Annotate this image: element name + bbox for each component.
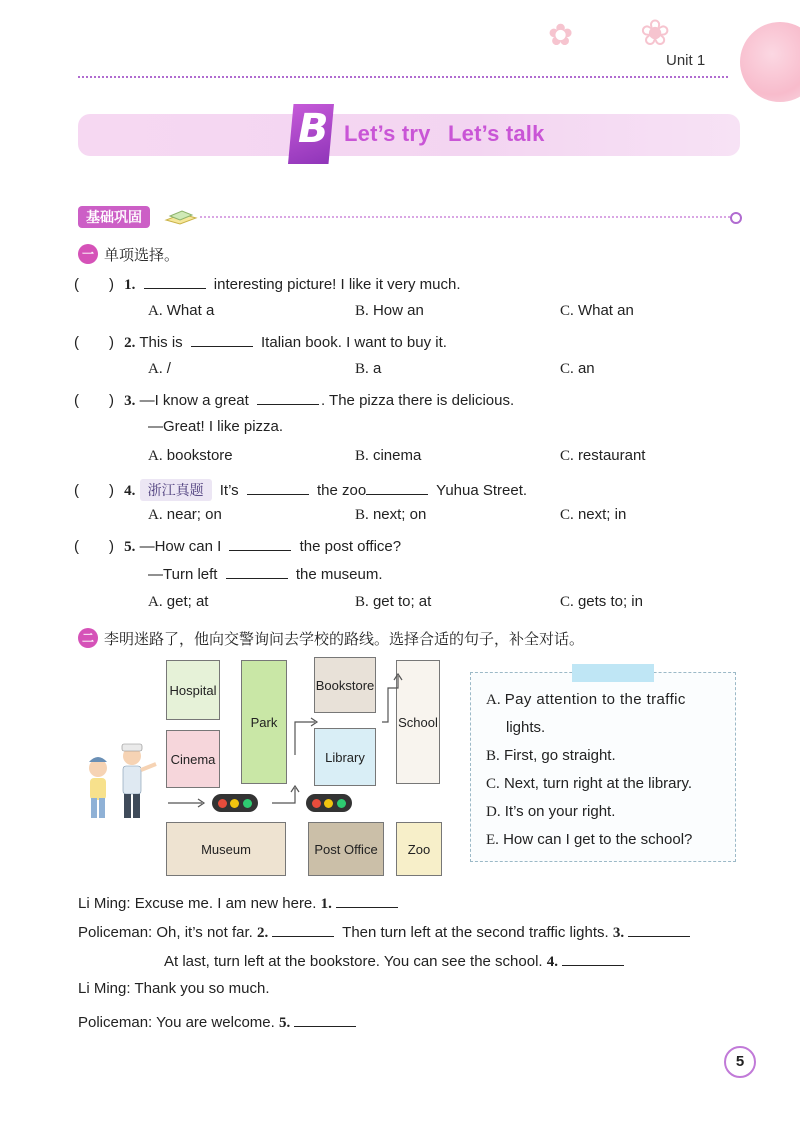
map-school: School [396,660,440,784]
option-b: B. next; on [355,506,427,523]
page-number: 5 [724,1046,756,1078]
map-cinema: Cinema [166,730,220,788]
map-museum: Museum [166,822,286,876]
answer-blank[interactable] [294,1012,356,1027]
question-1 [74,273,461,294]
question-3 [74,389,514,410]
flower-icon: ❀ [640,12,671,53]
question-number: 4. [124,483,136,499]
question-text-pre: —How can I [139,538,222,555]
question-text-pre: —I know a great [139,392,249,409]
map-zoo: Zoo [396,822,442,876]
option-c: C. restaurant [560,447,646,464]
question-text: . The pizza there is delicious. [320,392,515,409]
question-number: 3. [124,393,136,409]
choice-d: D. It’s on your right. [486,803,616,820]
choice-b: B. First, go straight. [486,747,616,764]
question-number: 2. [124,335,136,351]
people-illustration [82,740,162,824]
divider-end-circle [730,212,742,224]
question-4 [74,479,527,501]
answer-blank[interactable] [257,390,319,405]
choice-e: E. How can I get to the school? [486,831,693,848]
question-number: 5. [124,539,136,555]
option-a: A. What a [148,302,215,319]
b-letter: B [298,106,329,152]
answer-paren[interactable]: ( ) [74,276,114,293]
card-tape [572,664,654,682]
map-bookstore: Bookstore [314,657,376,713]
part-title: 李明迷路了，他向交警询问去学校的路线。选择合适的句子，补全对话。 [104,631,585,648]
question-5 [74,535,401,556]
answer-blank[interactable] [562,951,624,966]
answer-blank[interactable] [144,274,206,289]
choice-a-cont: lights. [506,719,546,736]
answer-blank[interactable] [229,536,291,551]
header-divider [78,76,728,78]
option-c: C. gets to; in [560,593,643,610]
route-arrows [160,660,410,810]
option-b: B. a [355,360,382,377]
answer-blank[interactable] [336,893,398,908]
answer-paren[interactable]: ( ) [74,334,114,351]
flower-icon: ✿ [548,19,574,52]
option-b: B. How an [355,302,424,319]
question-text-end: Yuhua Street. [436,482,528,499]
option-b: B. cinema [355,447,422,464]
map-post-office: Post Office [308,822,384,876]
section-tag: 基础巩固 [78,206,150,228]
question-text-pre: It’s [219,482,239,499]
dialogue-line-5: Policeman: You are welcome. 5. [78,1012,356,1032]
question-text: the zoo [317,482,367,499]
option-b: B. get to; at [355,593,432,610]
question-text: interesting picture! I like it very much. [213,276,461,293]
option-c: C. next; in [560,506,627,523]
map-park: Park [241,660,287,784]
answer-paren[interactable]: ( ) [74,482,114,499]
part-title: 单项选择。 [104,247,180,264]
option-a: A. bookstore [148,447,233,464]
option-a: A. near; on [148,506,222,523]
answer-blank[interactable] [247,480,309,495]
answer-blank[interactable] [272,922,334,937]
answer-blank[interactable] [628,922,690,937]
answer-blank[interactable] [226,564,288,579]
answer-paren[interactable]: ( ) [74,538,114,555]
option-a: A. / [148,360,171,377]
pink-blob-decoration [740,22,800,102]
book-icon [164,206,198,226]
section-divider [200,216,730,218]
dialogue-line-1: Li Ming: Excuse me. I am new here. 1. [78,893,398,913]
question-number: 1. [124,277,136,293]
map-hospital: Hospital [166,660,220,720]
answer-blank[interactable] [366,480,428,495]
part-number-badge: 二 [78,628,98,648]
question-text-line2: —Great! I like pizza. [148,418,284,435]
dialogue-line-4: Li Ming: Thank you so much. [78,980,270,997]
question-text: the post office? [299,538,402,555]
option-a: A. get; at [148,593,209,610]
question-text-line2: —Turn left the museum. [148,566,383,583]
map-library: Library [314,728,376,786]
dialogue-line-3: At last, turn left at the bookstore. You can see the school. 4. [164,951,624,971]
answer-paren[interactable]: ( ) [74,392,114,409]
lesson-title-talk: Let’s talk [448,121,545,146]
lesson-title-try: Let’s try [344,121,431,146]
choice-c: C. Next, turn right at the library. [486,775,693,792]
part-number-badge: 一 [78,244,98,264]
dialogue-line-2: Policeman: Oh, it’s not far. 2. Then turn left at the second traffic lights. 3. [78,922,690,942]
option-c: C. an [560,360,595,377]
answer-blank[interactable] [191,332,253,347]
question-text: Italian book. I want to buy it. [261,334,447,351]
unit-label: Unit 1 [666,52,706,69]
exam-source-tag: 浙江真题 [140,479,212,501]
choice-a: A. Pay attention to the traffic [486,691,686,708]
question-text-pre: This is [139,334,183,351]
option-c: C. What an [560,302,634,319]
question-2 [74,331,447,352]
